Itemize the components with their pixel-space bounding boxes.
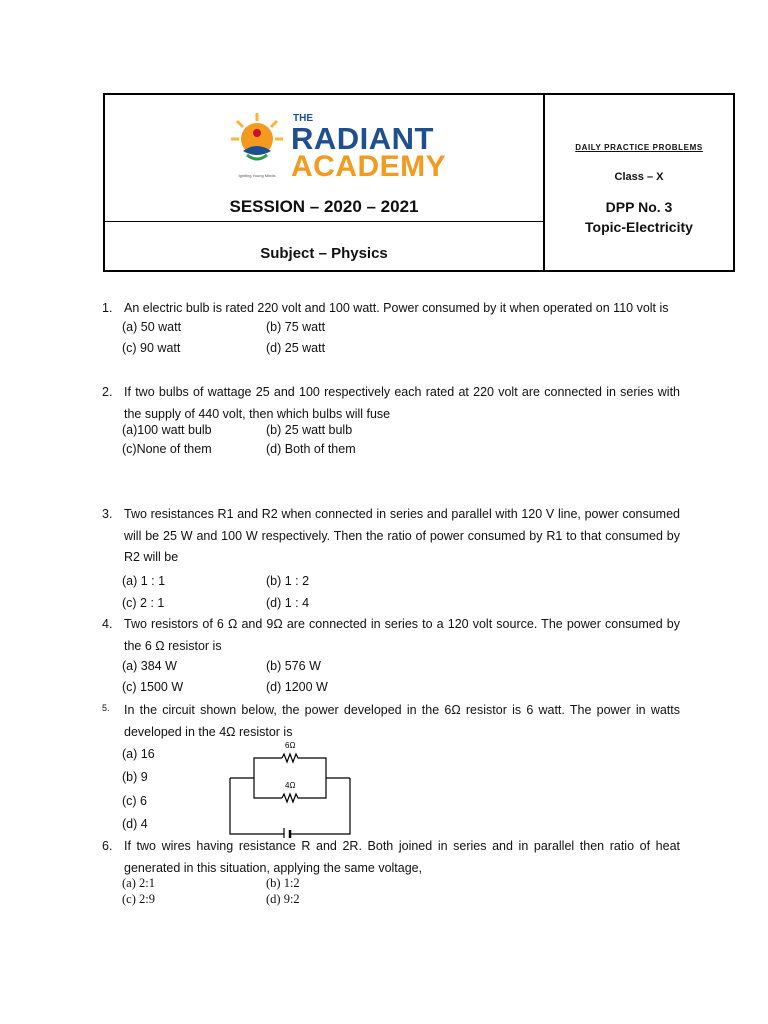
- session-title: SESSION – 2020 – 2021: [229, 197, 419, 216]
- option: (a) 50 watt: [122, 320, 182, 334]
- resistor-4-label: 4Ω: [285, 781, 296, 790]
- circuit-diagram: [228, 738, 352, 838]
- option: (b) 75 watt: [266, 320, 326, 334]
- question-number: 6.: [102, 839, 113, 853]
- option: (d) 1 : 4: [266, 596, 310, 610]
- question-text: If two wires having resistance R and 2R. Both joined in series and in parallel then ratio of heat generated in this situation, applying the same voltage,: [124, 839, 680, 875]
- option: (d) 4: [122, 817, 148, 831]
- option: (b) 9: [122, 770, 148, 784]
- question-text: Two resistors of 6 Ω and 9Ω are connected in series to a 120 volt source. The power consumed by the 6 Ω resistor is: [124, 617, 680, 653]
- topic-label: Topic-Electricity: [585, 219, 693, 235]
- option: (c) 2:9: [122, 892, 155, 906]
- option: (d) 9:2: [266, 892, 300, 906]
- question-number: 3.: [102, 507, 113, 521]
- academy-logo: [227, 111, 447, 183]
- option: (b) 1:2: [266, 876, 300, 890]
- question-text: An electric bulb is rated 220 volt and 100 watt. Power consumed by it when operated on 110 volt is: [124, 301, 669, 315]
- option: (d) 1200 W: [266, 680, 328, 694]
- question-number: 1.: [102, 301, 113, 315]
- header-divider: [105, 221, 543, 222]
- subject-label: Subject – Physics: [260, 245, 388, 262]
- option: (c) 1500 W: [122, 680, 184, 694]
- resistor-6-label: 6Ω: [285, 741, 296, 750]
- dpp-label: DAILY PRACTICE PROBLEMS: [575, 143, 703, 152]
- question-text: In the circuit shown below, the power developed in the 6Ω resistor is 6 watt. The power in watts developed in the 4Ω resistor is: [124, 703, 680, 739]
- question-text: Two resistances R1 and R2 when connected in series and parallel with 120 V line, power consumed will be 25 W and 100 W respectively. Then the ratio of power consumed by R1 to that consumed by R2 will be: [124, 507, 680, 564]
- dpp-number: DPP No. 3: [605, 199, 673, 215]
- option: (a)100 watt bulb: [122, 423, 212, 437]
- class-label: Class – X: [614, 171, 664, 183]
- logo-radiant-text: RADIANT: [291, 121, 434, 156]
- option: (c) 2 : 1: [122, 596, 165, 610]
- option: (a) 16: [122, 747, 155, 761]
- option: (a) 2:1: [122, 876, 155, 890]
- option: (b) 1 : 2: [266, 574, 310, 588]
- logo-emblem-icon: [227, 111, 287, 173]
- option: (c) 6: [122, 794, 147, 808]
- header-box: [103, 93, 735, 272]
- question-number: 4.: [102, 617, 113, 631]
- option: (b) 25 watt bulb: [266, 423, 353, 437]
- option: (a) 384 W: [122, 659, 177, 673]
- question-text: If two bulbs of wattage 25 and 100 respectively each rated at 220 volt are connected in series with the supply of 440 volt, then which bulbs will fuse: [124, 385, 680, 421]
- header-left-panel: [105, 95, 545, 270]
- logo-tagline: Igniting Young Minds: [238, 173, 276, 178]
- question-number: 5.: [102, 703, 110, 713]
- question-number: 2.: [102, 385, 113, 399]
- logo-academy-text: ACADEMY: [291, 150, 447, 183]
- option: (c) 90 watt: [122, 341, 181, 355]
- option: (d) 25 watt: [266, 341, 326, 355]
- option: (d) Both of them: [266, 442, 356, 456]
- logo-the-text: THE: [293, 113, 313, 124]
- option: (b) 576 W: [266, 659, 321, 673]
- option: (c)None of them: [122, 442, 212, 456]
- option: (a) 1 : 1: [122, 574, 166, 588]
